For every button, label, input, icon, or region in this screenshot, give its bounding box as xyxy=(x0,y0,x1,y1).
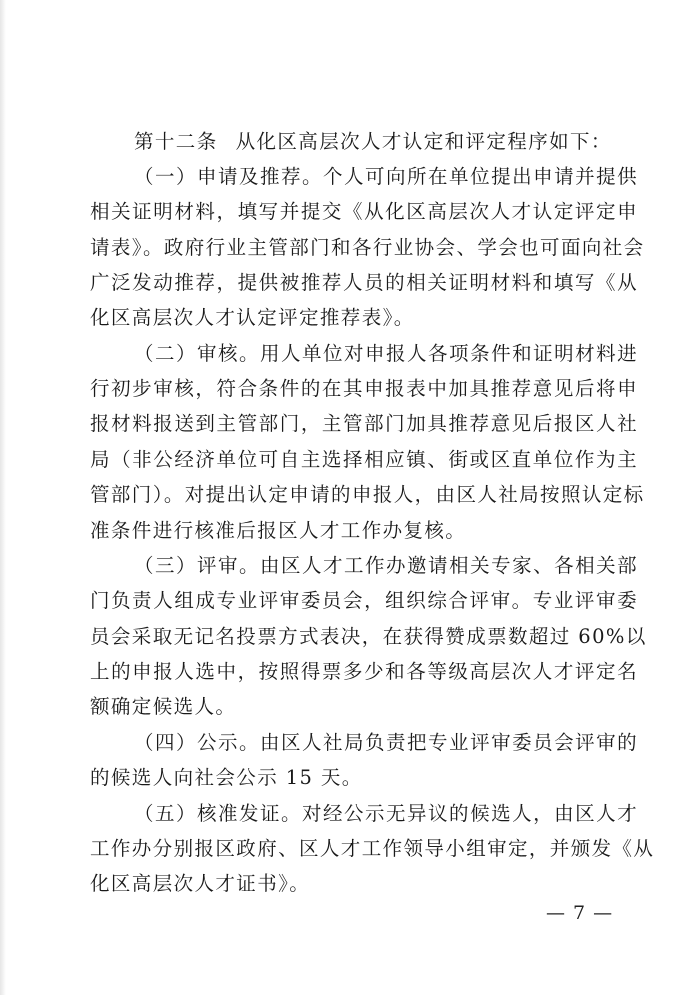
paragraph-3-line-1: （三）评审。由区人才工作办邀请相关专家、各相关部 xyxy=(134,554,638,577)
paragraph-3-line-2: 门负责人组成专业评审委员会，组织综合评审。专业评审委 xyxy=(90,589,638,612)
paragraph-1-line-4: 广泛发动推荐，提供被推荐人员的相关证明材料和填写《从 xyxy=(90,271,638,294)
paragraph-3-line-3: 员会采取无记名投票方式表决，在获得赞成票数超过 60%以 xyxy=(90,625,647,648)
paragraph-3-line-5: 额确定候选人。 xyxy=(90,695,237,718)
paragraph-1-line-1: （一）申请及推荐。个人可向所在单位提出申请并提供 xyxy=(134,165,638,188)
page-number: — 7 — xyxy=(546,902,614,924)
paragraph-3-line-4: 上的申报人选中，按照得票多少和各等级高层次人才评定名 xyxy=(90,660,638,683)
paragraph-4-line-1: （四）公示。由区人社局负责把专业评审委员会评审的 xyxy=(134,731,638,754)
paragraph-5-line-3: 化区高层次人才证书》。 xyxy=(90,872,311,895)
paragraph-2-line-5: 管部门）。对提出认定申请的申报人，由区人社局按照认定标 xyxy=(90,483,645,506)
paragraph-2-line-4: 局（非公经济单位可自主选择相应镇、街或区直单位作为主 xyxy=(90,448,638,471)
paragraph-5-line-2: 工作办分别报区政府、区人才工作领导小组审定，并颁发《从 xyxy=(90,837,655,860)
paragraph-2-line-2: 行初步审核，符合条件的在其申报表中加具推荐意见后将申 xyxy=(90,377,638,400)
paragraph-4-line-2: 的候选人向社会公示 15 天。 xyxy=(90,766,363,789)
scan-edge-shadow xyxy=(0,0,6,995)
article-number: 第十二条 xyxy=(134,130,218,153)
article-title: 从化区高层次人才认定和评定程序如下： xyxy=(235,130,612,153)
paragraph-2-line-1: （二）审核。用人单位对申报人各项条件和证明材料进 xyxy=(134,342,638,365)
paragraph-1-line-3: 请表》。政府行业主管部门和各行业协会、学会也可面向社会 xyxy=(90,236,645,259)
paragraph-1-line-5: 化区高层次人才认定评定推荐表》。 xyxy=(90,306,415,329)
paragraph-1-line-2: 相关证明材料，填写并提交《从化区高层次人才认定评定申 xyxy=(90,200,638,223)
paragraph-2-line-6: 准条件进行核准后报区人才工作办复核。 xyxy=(90,519,467,542)
paragraph-5-line-1: （五）核准发证。对经公示无异议的候选人，由区人才 xyxy=(134,802,638,825)
paragraph-2-line-3: 报材料报送到主管部门，主管部门加具推荐意见后报区人社 xyxy=(90,412,638,435)
article-heading xyxy=(134,128,654,156)
